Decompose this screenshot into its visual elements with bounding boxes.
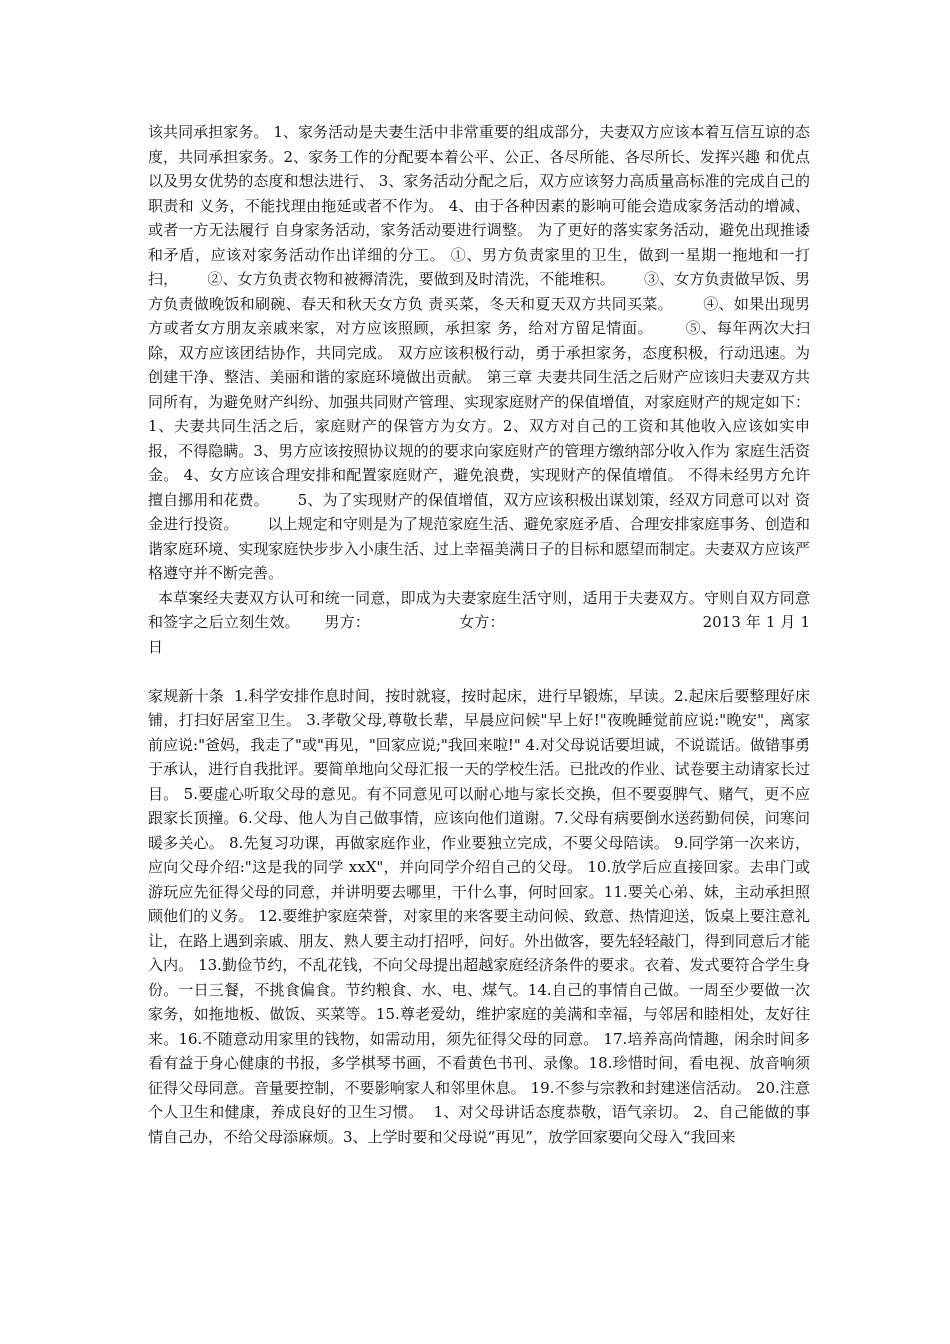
section-spacer — [148, 659, 810, 684]
agreement-signature-paragraph: 本草案经夫妻双方认可和统一同意，即成为夫妻家庭生活守则，适用于夫妻双方。守则自双方同意和签字之后立刻生效。 男方： 女方： 2013 年 1 月 1 日 — [148, 588, 815, 656]
document-page — [148, 120, 815, 1149]
family-rules-paragraph: 家规新十条 1.科学安排作息时间，按时就寝，按时起床，进行早锻炼，早读。2.起床后要整理好床铺，打扫好居室卫生。 3.孝敬父母,尊敬长辈，早晨应问候"早上好!"夜晚睡觉前应说:"晚安"，离家前应说:"爸妈，我走了"或"再见，"回家应说;"我回来啦!" 4.对父母说话要坦诚，不说谎话。做错事勇于承认，进行自我批评。要简单地向父母汇报一天的学校生活。已批改的作业、试卷要主动请家长过目。 5.要虚心听取父母的意见。有不同意见可以耐心地与家长交换，但不要耍脾气、赌气，更不应跟家长顶撞。6.父母、他人为自己做事情，应该向他们道谢。7.父母有病要倒水送药勤伺侯，问寒问暖多关心。 8.先复习功课，再做家庭作业，作业要独立完成，不要父母陪读。 9.同学第一次来访，应向父母介绍:"这是我的同学 xxX"，并向同学介绍自己的父母。 10.放学后应直接回家。去串门或游玩应先征得父母的同意，并讲明要去哪里，干什么事，何时回家。11.要关心弟、妹，主动承担照顾他们的义务。 12.要维护家庭荣誉，对家里的来客要主动问候、致意、热情迎送，饭桌上要注意礼让，在路上遇到亲戚、朋友、熟人要主动打招呼，问好。外出做客，要先轻轻敲门，得到同意后才能入内。 13.勤俭节约，不乱花钱，不向父母提出超越家庭经济条件的要求。衣着、发式要符合学生身份。一日三餐，不挑食偏食。节约粮食、水、电、煤气。14.自己的事情自己做。一周至少要做一次家务，如拖地板、做饭、买菜等。15.尊老爱幼，维护家庭的美满和幸福，与邻居和睦相处，友好往来。16.不随意动用家里的钱物，如需动用，须先征得父母的同意。 17.培养高尚情趣，闲余时间多看有益于身心健康的书报，多学棋琴书画，不看黄色书刊、录像。18.珍惜时间，看电视、放音响须征得父母同意。音量要控制，不要影响家人和邻里休息。 19.不参与宗教和封建迷信活动。 20.注意个人卫生和健康，养成良好的卫生习惯。 1、对父母讲话态度恭敬，语气亲切。 2、自己能做的事情自己办，不给父母添麻烦。3、上学时要和父母说“再见”，放学回家要向父母入“我回来 — [148, 686, 810, 1146]
marriage-agreement-paragraph: 该共同承担家务。 1、家务活动是夫妻生活中非常重要的组成部分，夫妻双方应该本着互信互谅的态度，共同承担家务。2、家务工作的分配要本着公平、公正、各尽所能、各尽所长、发挥兴趣 和优点以及男女优势的态度和想法进行、 3、家务活动分配之后，双方应该努力高质量高标准的完成自己的职责和 义务，不能找理由拖延或者不作为。 4、由于各种因素的影响可能会造成家务活动的增减、或者一方无法履行 自身家务活动，家务活动要进行调整。 为了更好的落实家务活动，避免出现推诿和矛盾，应该对家务活动作出详细的分工。 ①、男方负责家里的卫生，做到一星期一拖地和一打扫， ②、女方负责衣物和被褥清洗，要做到及时清洗，不能堆积。 ③、女方负责做早饭、男方负责做晚饭和刷碗、春天和秋天女方负 责买菜，冬天和夏天双方共同买菜。 ④、如果出现男方或者女方朋友亲戚来家，对方应该照顾，承担家 务，给对方留足情面。 ⑤、每年两次大扫除，双方应该团结协作，共同完成。 双方应该积极行动，勇于承担家务，态度积极，行动迅速。为 创建干净、整洁、美丽和谐的家庭环境做出贡献。 第三章 夫妻共同生活之后财产应该归夫妻双方共同所有，为避免财产纠纷、加强共同财产管理、实现家庭财产的保值增值，对家庭财产的规定如下： 1、夫妻共同生活之后，家庭财产的保管方为女方。2、双方对自己的工资和其他收入应该如实申报，不得隐瞒。3、男方应该按照协议规的的要求向家庭财产的管理方缴纳部分收入作为 家庭生活资金。 4、女方应该合理安排和配置家庭财产，避免浪费，实现财产的保值增值。 不得未经男方允许擅自挪用和花费。 5、为了实现财产的保值增值，双方应该积极出谋划策，经双方同意可以对 资金进行投资。 以上规定和守则是为了规范家庭生活、避免家庭矛盾、合理安排家庭事务、创造和谐家庭环境、实现家庭快步步入小康生活、过上幸福美满日子的目标和愿望而制定。夫妻双方应该严格遵守并不断完善。 — [148, 123, 815, 582]
